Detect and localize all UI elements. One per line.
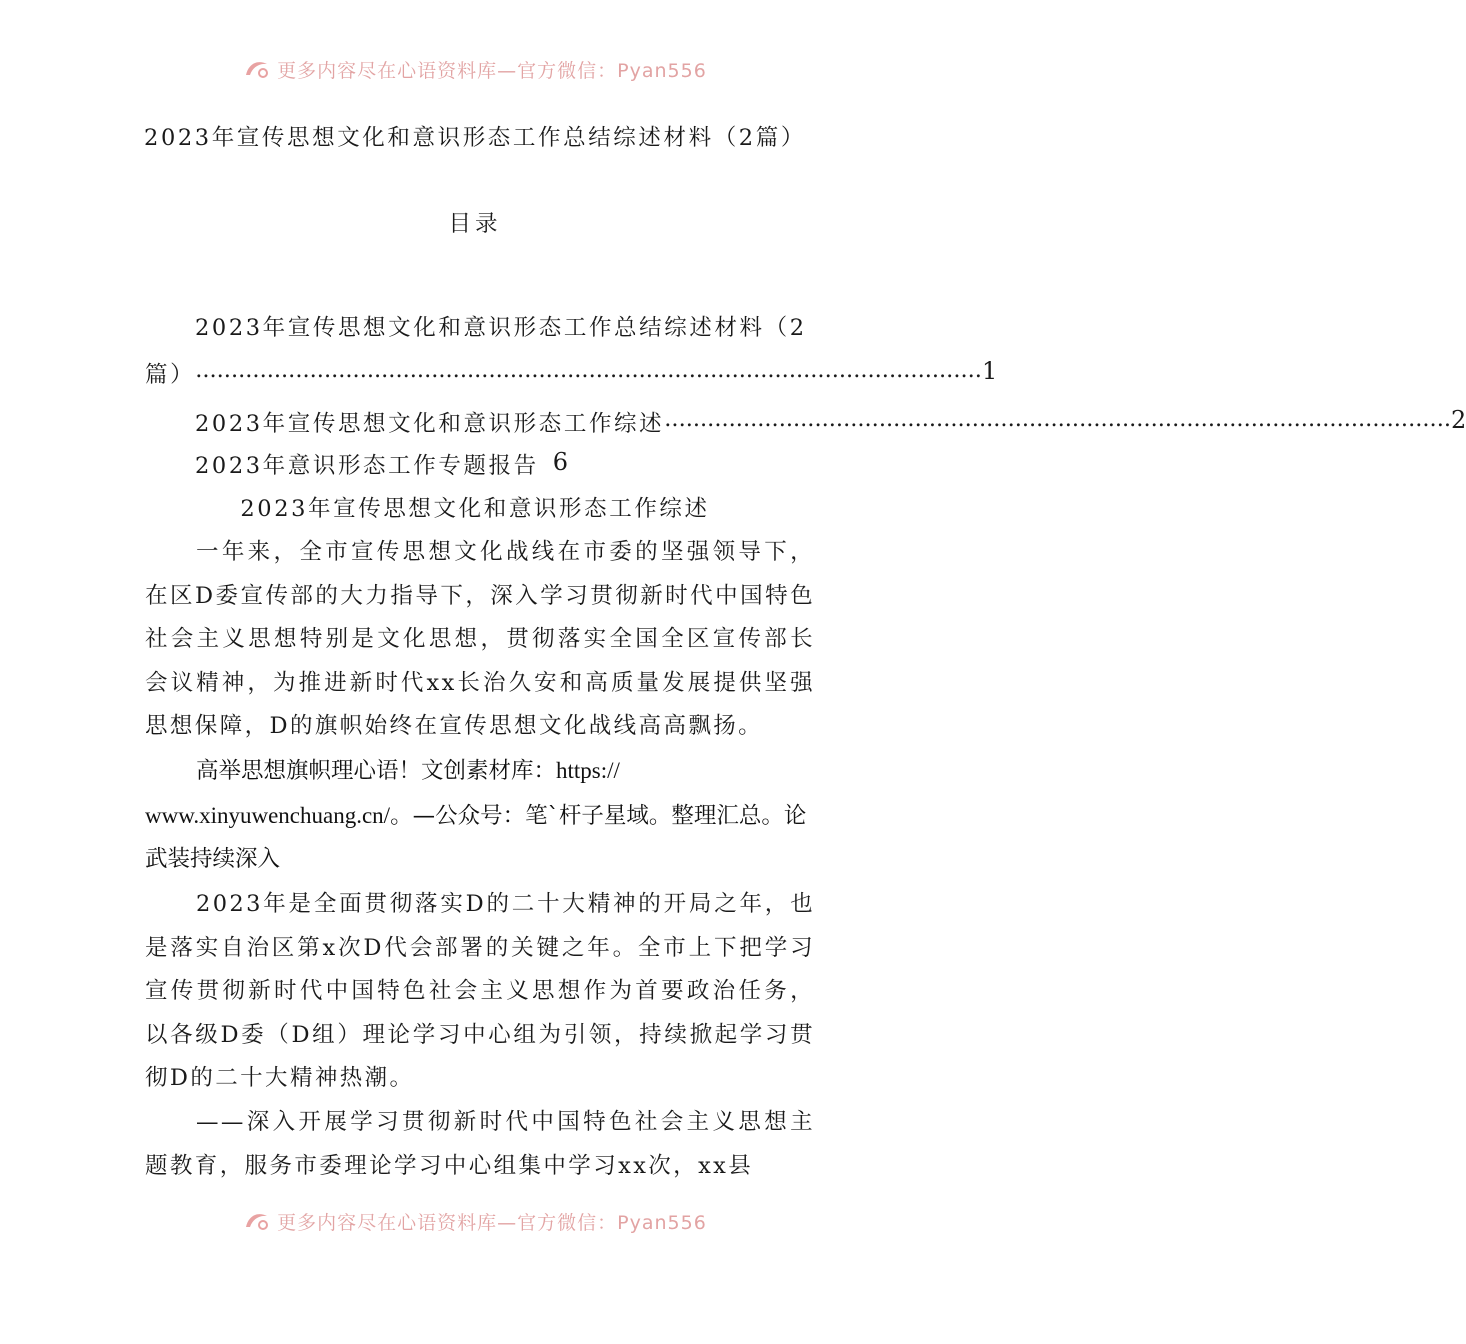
toc-heading: 目录 [448,211,502,237]
watermark-header [0,54,950,84]
paragraph-body-2: ——深入开展学习贯彻新时代中国特色社会主义思想主题教育，服务市委理论学习中心组集中学习xx次，xx县 [145,1109,815,1179]
paragraph-body-1: 2023年是全面贯彻落实D的二十大精神的开局之年，也是落实自治区第x次D代会部署的关键之年。全市上下把学习宣传贯彻新时代中国特色社会主义思想作为首要政治任务，以各级D委（D组）理论学习中心组为引领，持续掀起学习贯彻D的二十大精神热潮。 [145,891,815,1092]
toc-entry-2[interactable] [195,406,1466,438]
promo-note-prefix: 高举思想旗帜理心语！文创素材库： [196,758,557,784]
toc-entry-label: 2023年宣传思想文化和意识形态工作总结综述材料（2 [195,315,807,341]
toc-entry-1-line2[interactable] [145,357,998,389]
toc-entry-label: 2023年宣传思想文化和意识形态工作综述 [195,411,665,437]
promo-note-suffix: 。—公众号：笔`杆子星域。整理汇总。论武装持续深入 [145,802,807,873]
logo-icon [243,58,271,80]
watermark-text: 更多内容尽在心语资料库—官方微信：Pyan556 [277,59,707,82]
toc-leader-dots: .............................................................................................................. [195,357,982,383]
watermark-text: 更多内容尽在心语资料库—官方微信：Pyan556 [277,1211,707,1234]
toc-page-number: 1 [981,357,998,385]
toc-entry-3[interactable] [195,448,810,480]
toc-page-number: 6 [552,448,569,476]
toc-leader-dots: .............................................................................................................. [664,406,1451,432]
toc-page-number: 2 [1451,406,1466,434]
promo-note [145,749,815,882]
toc-entry-label: 篇） [145,362,196,388]
section-title: 2023年宣传思想文化和意识形态工作综述 [240,496,710,522]
logo-icon [243,1210,271,1232]
document-title: 2023年宣传思想文化和意识形态工作总结综述材料（2篇） [144,125,806,151]
promo-note-url[interactable]: https:// www.xinyuwenchuang.cn/ [145,758,620,828]
paragraph-intro: 一年来，全市宣传思想文化战线在市委的坚强领导下，在区D委宣传部的大力指导下，深入学习贯彻新时代中国特色社会主义思想特别是文化思想，贯彻落实全国全区宣传部长会议精神，为推进新时代xx长治久安和高质量发展提供坚强思想保障，D的旗帜始终在宣传思想文化战线高高飘扬。 [145,539,815,740]
watermark-footer [0,1206,950,1236]
toc-entry-label: 2023年意识形态工作专题报告 [195,453,539,479]
toc-entry-1-line1[interactable] [195,310,810,342]
